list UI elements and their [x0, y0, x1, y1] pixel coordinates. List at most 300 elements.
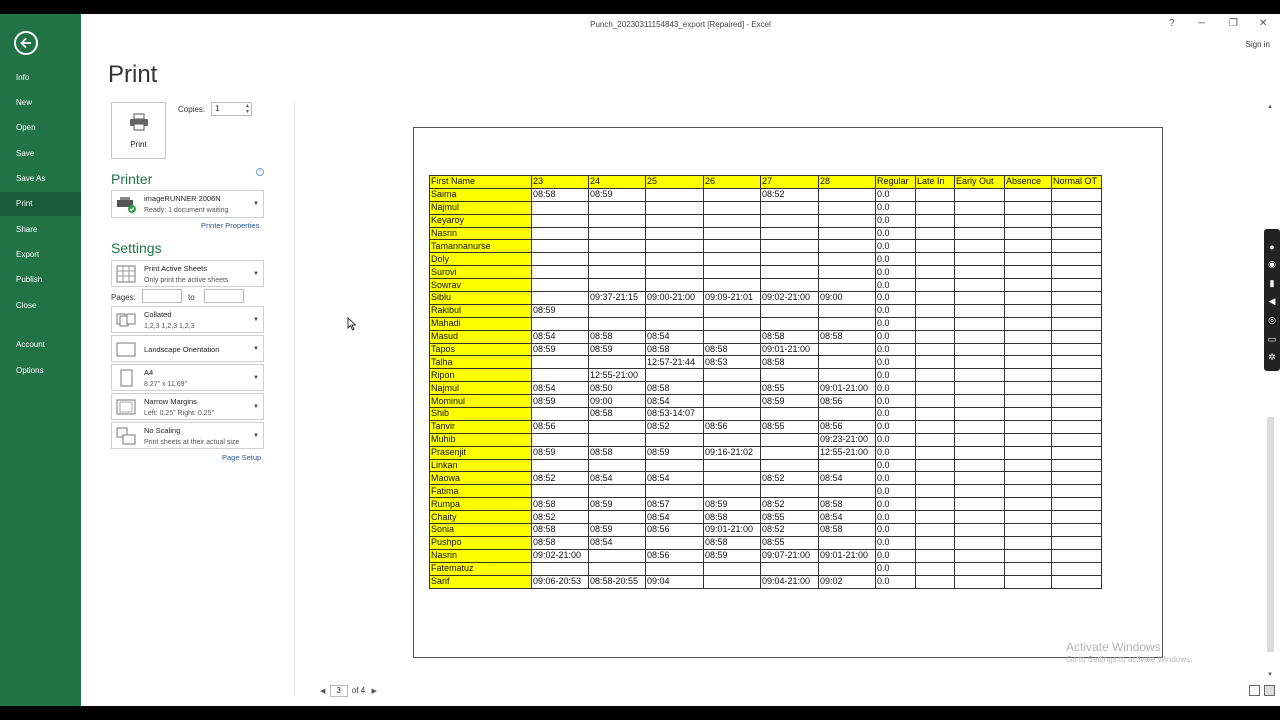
table-row	[430, 356, 1102, 369]
window-title: Punch_20230311154843_export [Repaired] - Excel	[590, 20, 771, 29]
table-row	[430, 343, 1102, 356]
printer-icon	[129, 113, 149, 131]
nav-item-print[interactable]: Print	[0, 192, 81, 216]
table-cell	[1005, 485, 1052, 498]
table-cell	[646, 433, 704, 446]
table-cell	[916, 511, 955, 524]
table-cell: 0.0	[876, 562, 916, 575]
table-cell	[1052, 536, 1102, 549]
pages-from-input[interactable]	[142, 289, 182, 303]
table-cell	[819, 188, 876, 201]
table-cell	[761, 227, 819, 240]
name-cell: Sarif	[430, 575, 532, 588]
table-row	[430, 279, 1102, 292]
table-cell	[589, 356, 646, 369]
table-cell	[1052, 369, 1102, 382]
table-cell	[916, 433, 955, 446]
nav-item-options[interactable]: Options	[16, 366, 44, 375]
webcam-icon[interactable]: ◎	[1268, 315, 1276, 325]
help-button[interactable]: ?	[1169, 18, 1175, 29]
name-cell: Rumpa	[430, 498, 532, 511]
table-cell	[955, 369, 1005, 382]
copies-value: 1	[215, 104, 220, 113]
table-cell	[819, 279, 876, 292]
table-cell	[704, 485, 761, 498]
table-cell: 08:54	[819, 472, 876, 485]
printer-device-icon	[116, 195, 136, 213]
nav-item-close[interactable]: Close	[16, 301, 37, 310]
table-cell	[532, 227, 589, 240]
table-header-cell: Early Out	[955, 176, 1005, 189]
previous-page-icon[interactable]: ◀	[320, 688, 326, 695]
nav-item-open[interactable]: Open	[16, 123, 36, 132]
name-cell: Siblu	[430, 292, 532, 305]
table-cell	[916, 279, 955, 292]
table-cell: 09:01-21:00	[704, 524, 761, 537]
close-window-button[interactable]: ✕	[1259, 18, 1268, 29]
table-cell	[646, 266, 704, 279]
table-cell	[1052, 330, 1102, 343]
scaling-dropdown[interactable]	[111, 422, 264, 449]
table-cell: 08:58	[819, 330, 876, 343]
watermark-subtitle: Go to Settings to activate Windows.	[1066, 655, 1193, 664]
table-cell: 08:58	[589, 446, 646, 459]
table-cell: 09:07-21:00	[761, 549, 819, 562]
table-cell	[916, 253, 955, 266]
sign-in-link[interactable]: Sign in	[1245, 40, 1270, 49]
table-cell	[916, 343, 955, 356]
mouse-cursor-icon	[347, 317, 357, 331]
table-cell	[955, 511, 1005, 524]
table-cell: 0.0	[876, 253, 916, 266]
table-row	[430, 472, 1102, 485]
paper-size-dropdown[interactable]	[111, 364, 264, 391]
table-cell: 08:59	[532, 395, 589, 408]
table-cell	[1005, 227, 1052, 240]
table-cell: 08:52	[761, 498, 819, 511]
table-cell	[646, 279, 704, 292]
table-cell	[955, 562, 1005, 575]
nav-item-export[interactable]: Export	[16, 250, 40, 259]
microphone-icon[interactable]: ▮	[1269, 278, 1275, 288]
name-cell: Nasrin	[430, 227, 532, 240]
restore-button[interactable]: ❐	[1229, 18, 1238, 29]
table-cell	[819, 201, 876, 214]
table-cell: 08:59	[646, 446, 704, 459]
pane-divider	[294, 102, 295, 696]
table-cell: 08:59	[761, 395, 819, 408]
table-cell: 12:57-21:44	[646, 356, 704, 369]
table-cell	[761, 446, 819, 459]
table-cell	[955, 408, 1005, 421]
table-cell	[955, 201, 1005, 214]
table-cell	[916, 459, 955, 472]
table-cell	[916, 549, 955, 562]
info-icon[interactable]: i	[256, 168, 264, 176]
table-cell	[916, 356, 955, 369]
table-cell: 0.0	[876, 472, 916, 485]
table-row	[430, 549, 1102, 562]
page-navigator	[320, 685, 377, 697]
table-cell: 08:54	[532, 330, 589, 343]
attendance-table	[429, 175, 1102, 589]
table-cell: 08:52	[646, 420, 704, 433]
collation-dropdown[interactable]	[111, 306, 264, 333]
table-cell	[955, 330, 1005, 343]
table-row	[430, 395, 1102, 408]
printer-dropdown[interactable]	[111, 190, 264, 218]
name-cell: Ripon	[430, 369, 532, 382]
name-cell: Chaity	[430, 511, 532, 524]
table-cell: 0.0	[876, 549, 916, 562]
printer-properties-link[interactable]: Printer Properties	[201, 221, 260, 230]
table-cell: 08:55	[761, 382, 819, 395]
table-cell	[1005, 356, 1052, 369]
scrollbar-thumb[interactable]	[1267, 417, 1274, 652]
table-cell	[761, 240, 819, 253]
table-cell	[916, 304, 955, 317]
table-cell	[916, 485, 955, 498]
name-cell: Mahadi	[430, 317, 532, 330]
table-cell	[916, 201, 955, 214]
table-cell: 08:52	[532, 511, 589, 524]
table-cell: 08:59	[589, 524, 646, 537]
table-cell	[1005, 214, 1052, 227]
table-cell: 0.0	[876, 356, 916, 369]
table-cell: 12:55-21:00	[819, 446, 876, 459]
table-cell: 08:57	[646, 498, 704, 511]
copies-label: Copies:	[178, 105, 206, 114]
table-cell: 08:58-20:55	[589, 575, 646, 588]
table-cell	[955, 343, 1005, 356]
table-row	[430, 575, 1102, 588]
table-cell	[1005, 575, 1052, 588]
name-cell: Saima	[430, 188, 532, 201]
window-icon[interactable]: ▭	[1267, 334, 1277, 344]
table-cell	[589, 214, 646, 227]
chevron-down-icon: ▼	[253, 317, 259, 323]
table-cell: 0.0	[876, 498, 916, 511]
table-cell	[532, 201, 589, 214]
table-cell: 09:00-21:00	[646, 292, 704, 305]
table-cell	[819, 227, 876, 240]
scaling-icon	[116, 427, 136, 445]
table-cell	[955, 472, 1005, 485]
table-cell	[761, 214, 819, 227]
name-cell: Prasenjit	[430, 446, 532, 459]
table-cell	[1005, 459, 1052, 472]
table-cell	[916, 227, 955, 240]
table-cell	[646, 240, 704, 253]
table-cell	[761, 459, 819, 472]
table-cell	[819, 485, 876, 498]
table-cell: 08:54	[646, 330, 704, 343]
nav-item-account[interactable]: Account	[16, 340, 45, 349]
name-cell: Sonia	[430, 524, 532, 537]
table-cell: 0.0	[876, 395, 916, 408]
table-cell: 08:58	[589, 408, 646, 421]
name-cell: Sowrav	[430, 279, 532, 292]
table-cell: 08:59	[589, 498, 646, 511]
table-header-cell: 24	[589, 176, 646, 189]
preview-vertical-scrollbar[interactable]	[1265, 102, 1277, 684]
bottom-black-bar	[0, 706, 1280, 720]
table-cell	[819, 562, 876, 575]
table-cell	[955, 356, 1005, 369]
table-cell: 0.0	[876, 433, 916, 446]
print-preview-page	[413, 127, 1163, 658]
nav-item-share[interactable]: Share	[16, 225, 38, 234]
table-cell	[1005, 511, 1052, 524]
table-cell	[1005, 549, 1052, 562]
table-cell	[1005, 498, 1052, 511]
table-row	[430, 253, 1102, 266]
table-cell	[532, 356, 589, 369]
table-row	[430, 330, 1102, 343]
table-cell	[955, 459, 1005, 472]
table-cell: 08:52	[761, 188, 819, 201]
table-cell	[1052, 343, 1102, 356]
table-cell	[1005, 304, 1052, 317]
table-cell	[1052, 317, 1102, 330]
table-cell: 09:37-21:15	[589, 292, 646, 305]
table-row	[430, 188, 1102, 201]
table-row	[430, 433, 1102, 446]
table-header-cell: 25	[646, 176, 704, 189]
nav-item-info[interactable]: Info	[16, 73, 30, 82]
table-cell	[955, 433, 1005, 446]
table-cell	[916, 562, 955, 575]
pages-to-input[interactable]	[204, 289, 244, 303]
zoom-to-page-icon[interactable]	[1264, 685, 1275, 696]
table-cell: 08:58	[646, 382, 704, 395]
table-cell: 0.0	[876, 446, 916, 459]
table-cell	[704, 279, 761, 292]
page-setup-link[interactable]: Page Setup	[222, 453, 262, 462]
name-cell: Talha	[430, 356, 532, 369]
activation-watermark	[1066, 640, 1192, 664]
table-cell	[532, 317, 589, 330]
nav-item-new[interactable]: New	[16, 98, 33, 107]
table-cell	[916, 524, 955, 537]
table-row	[430, 266, 1102, 279]
table-cell	[704, 188, 761, 201]
table-cell	[761, 485, 819, 498]
table-cell	[916, 575, 955, 588]
table-cell	[589, 420, 646, 433]
table-row	[430, 304, 1102, 317]
table-cell: 08:59	[589, 188, 646, 201]
table-cell	[532, 485, 589, 498]
table-cell: 0.0	[876, 408, 916, 421]
printer-name: imageRUNNER 2006N	[144, 194, 221, 203]
name-cell: Mominul	[430, 395, 532, 408]
table-cell	[1052, 549, 1102, 562]
table-cell	[646, 214, 704, 227]
table-cell	[916, 382, 955, 395]
record-icon[interactable]: ◉	[1268, 259, 1276, 269]
table-cell	[704, 253, 761, 266]
table-cell: 0.0	[876, 420, 916, 433]
table-cell: 0.0	[876, 485, 916, 498]
table-cell	[589, 317, 646, 330]
table-cell	[955, 485, 1005, 498]
table-cell: 08:56	[819, 420, 876, 433]
scaling-value: No Scaling	[144, 426, 181, 435]
table-cell: 09:04-21:00	[761, 575, 819, 588]
table-row	[430, 562, 1102, 575]
table-cell: 0.0	[876, 382, 916, 395]
table-cell	[1005, 317, 1052, 330]
table-row	[430, 420, 1102, 433]
table-cell	[1052, 472, 1102, 485]
table-cell	[704, 369, 761, 382]
table-cell	[1005, 536, 1052, 549]
table-cell: 08:54	[819, 511, 876, 524]
table-cell	[955, 382, 1005, 395]
back-arrow-icon[interactable]	[14, 31, 38, 55]
table-cell: 08:58	[704, 536, 761, 549]
excel-backstage-window	[0, 14, 1280, 706]
nav-item-publish[interactable]: Publish	[16, 275, 43, 284]
table-cell	[1005, 433, 1052, 446]
table-cell	[916, 498, 955, 511]
table-cell	[589, 201, 646, 214]
table-cell	[589, 279, 646, 292]
show-margins-icon[interactable]	[1249, 685, 1260, 696]
table-cell: 08:58	[646, 343, 704, 356]
table-header-cell: Absence	[1005, 176, 1052, 189]
gear-icon[interactable]: ✲	[1268, 352, 1276, 362]
scaling-desc: Print sheets at their actual size	[144, 439, 240, 446]
margins-icon	[116, 398, 136, 416]
table-cell: 08:59	[532, 446, 589, 459]
table-cell: 08:56	[646, 524, 704, 537]
collation-desc: 1,2,3 1,2,3 1,2,3	[144, 323, 195, 330]
table-cell	[532, 562, 589, 575]
table-cell	[1005, 188, 1052, 201]
table-cell: 08:54	[532, 382, 589, 395]
table-row	[430, 240, 1102, 253]
table-cell	[1005, 279, 1052, 292]
name-cell: Pushpo	[430, 536, 532, 549]
table-cell	[1052, 304, 1102, 317]
table-row	[430, 317, 1102, 330]
table-cell	[1052, 511, 1102, 524]
table-cell: 08:58	[532, 498, 589, 511]
collation-value: Collated	[144, 310, 172, 319]
table-header-cell: 23	[532, 176, 589, 189]
volume-icon[interactable]: ◀	[1268, 296, 1276, 306]
table-row	[430, 511, 1102, 524]
table-cell	[589, 253, 646, 266]
table-cell	[1005, 524, 1052, 537]
table-cell	[1005, 240, 1052, 253]
minimize-button[interactable]: ─	[1198, 18, 1206, 29]
table-cell	[1005, 292, 1052, 305]
camera-icon[interactable]: ●	[1269, 242, 1275, 252]
table-cell	[1005, 395, 1052, 408]
nav-item-save-as[interactable]: Save As	[16, 174, 46, 183]
table-cell	[819, 343, 876, 356]
table-cell	[916, 266, 955, 279]
print-button[interactable]	[111, 102, 166, 159]
table-cell: 08:56	[646, 549, 704, 562]
nav-item-save[interactable]: Save	[16, 149, 35, 158]
table-cell	[1052, 356, 1102, 369]
table-cell	[916, 536, 955, 549]
table-cell: 08:54	[646, 472, 704, 485]
table-cell	[1052, 240, 1102, 253]
table-cell: 0.0	[876, 201, 916, 214]
pages-to-label: to	[188, 293, 195, 302]
table-cell: 09:06-20:53	[532, 575, 589, 588]
sheets-icon	[116, 265, 136, 283]
table-cell	[955, 446, 1005, 459]
name-cell: Tanvir	[430, 420, 532, 433]
table-cell	[955, 227, 1005, 240]
table-cell	[955, 536, 1005, 549]
watermark-title: Activate Windows	[1066, 640, 1161, 654]
table-cell	[704, 408, 761, 421]
table-cell: 08:52	[761, 472, 819, 485]
copies-input[interactable]	[211, 102, 252, 116]
table-cell: 0.0	[876, 292, 916, 305]
table-cell	[1005, 201, 1052, 214]
table-cell: 0.0	[876, 240, 916, 253]
print-what-dropdown[interactable]	[111, 260, 264, 287]
print-button-label: Print	[130, 140, 147, 149]
current-page-input[interactable]: 3	[330, 685, 348, 697]
name-cell: Rakibul	[430, 304, 532, 317]
name-cell: Fatima	[430, 485, 532, 498]
table-cell: 08:59	[589, 343, 646, 356]
table-cell	[955, 279, 1005, 292]
table-cell: 0.0	[876, 536, 916, 549]
name-cell: Najmul	[430, 382, 532, 395]
copies-spinner-icon[interactable]: ▲ ▼	[245, 103, 250, 115]
table-cell: 08:59	[704, 498, 761, 511]
table-cell: 08:54	[589, 472, 646, 485]
orientation-value: Landscape Orientation	[144, 345, 220, 354]
screen-recorder-toolbar	[1264, 229, 1280, 371]
table-cell	[955, 304, 1005, 317]
table-cell	[704, 433, 761, 446]
table-cell	[1052, 201, 1102, 214]
table-cell	[1052, 214, 1102, 227]
table-cell	[955, 292, 1005, 305]
landscape-icon	[116, 340, 136, 358]
orientation-dropdown[interactable]	[111, 335, 264, 362]
table-cell: 09:00	[819, 292, 876, 305]
table-cell	[761, 317, 819, 330]
name-cell: Tamannanurse	[430, 240, 532, 253]
table-cell	[532, 279, 589, 292]
table-cell	[1005, 330, 1052, 343]
table-cell	[1052, 408, 1102, 421]
table-cell: 08:58	[532, 536, 589, 549]
table-cell	[1005, 369, 1052, 382]
top-black-bar	[0, 0, 1280, 14]
scroll-up-icon[interactable]: ▲	[1267, 104, 1273, 110]
name-cell: Keyaroy	[430, 214, 532, 227]
table-cell: 09:01-21:00	[819, 382, 876, 395]
scroll-down-icon[interactable]: ▼	[1267, 672, 1273, 678]
table-cell: 08:58	[819, 498, 876, 511]
margins-dropdown[interactable]	[111, 393, 264, 420]
table-cell: 0.0	[876, 459, 916, 472]
next-page-icon[interactable]: ▶	[371, 688, 377, 695]
